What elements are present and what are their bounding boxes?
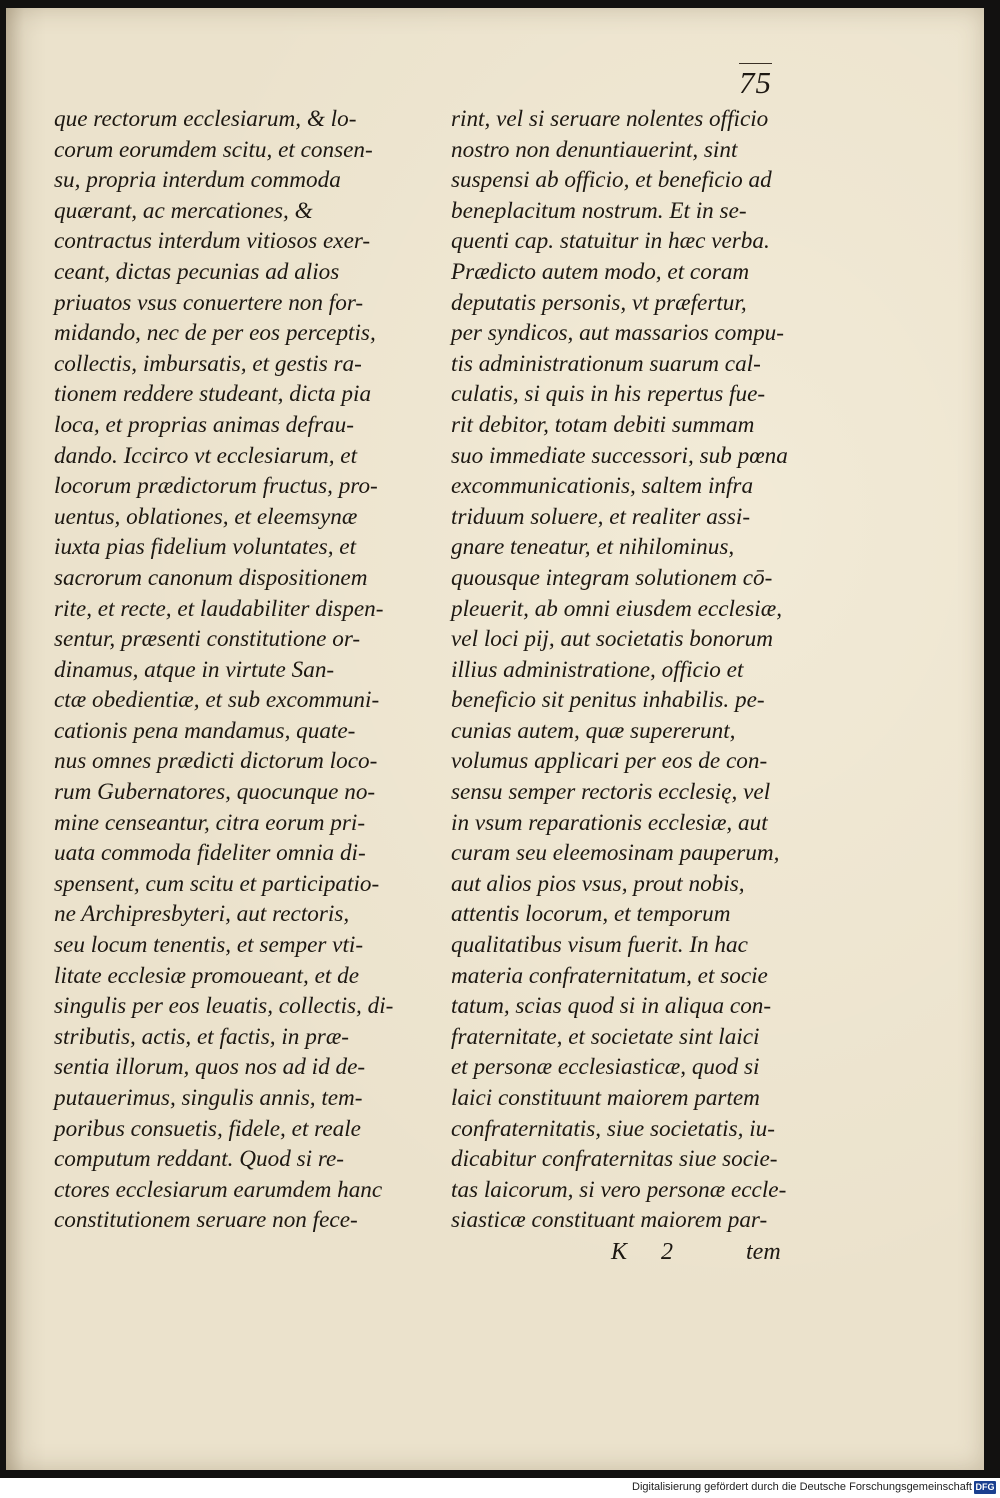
text-line: quousque integram solutionem cō-	[451, 564, 773, 591]
left-text-column	[54, 104, 449, 1236]
text-line: sacrorum canonum dispositionem	[54, 564, 368, 591]
text-line: deputatis personis, vt præfertur,	[451, 289, 747, 316]
dfg-logo-icon[interactable]: DFG	[975, 1482, 995, 1492]
text-line: vel loci pij, aut societatis bonorum	[451, 626, 774, 653]
text-line: ctæ obedientiæ, et sub excommuni-	[54, 687, 380, 714]
text-line: uentus, oblationes, et eleemsynæ	[54, 503, 358, 530]
text-line: culatis, si quis in his repertus fue-	[451, 381, 766, 408]
text-line: ne Archipresbyteri, aut rectoris,	[54, 901, 350, 928]
text-line: poribus consuetis, fidele, et reale	[54, 1115, 361, 1142]
text-line: illius administratione, officio et	[451, 656, 744, 683]
text-line: cationis pena mandamus, quate-	[54, 717, 356, 744]
text-line: tis administrationum suarum cal-	[451, 350, 761, 377]
text-line: beneplacitum nostrum. Et in se-	[451, 197, 747, 224]
book-page	[6, 8, 984, 1470]
text-line: putauerimus, singulis annis, tem-	[54, 1085, 363, 1111]
text-line: dando. Iccirco vt ecclesiarum, et	[54, 442, 358, 469]
text-line: computum reddant. Quod si re-	[54, 1146, 345, 1173]
text-line: beneficio sit penitus inhabilis. pe-	[451, 687, 765, 714]
text-line: constitutionem seruare non fece-	[54, 1207, 358, 1234]
text-line: ctores ecclesiarum earumdem hanc	[54, 1176, 383, 1203]
text-line: sensu semper rectoris ecclesię, vel	[451, 779, 771, 806]
text-line: collectis, imbursatis, et gestis ra-	[54, 350, 362, 377]
text-line: gnare teneatur, et nihilominus,	[451, 534, 735, 561]
text-line: quærant, ac mercationes, &	[54, 197, 313, 224]
text-line: per syndicos, aut massarios compu-	[451, 320, 784, 347]
text-line: tatum, scias quod si in aliqua con-	[451, 993, 772, 1020]
text-line: corum eorumdem scitu, et consen-	[54, 136, 373, 163]
text-line: rite, et recte, et laudabiliter dispen-	[54, 595, 384, 622]
text-line: pleuerit, ab omni eiusdem ecclesiæ,	[451, 595, 782, 622]
text-line: stributis, actis, et factis, in præ-	[54, 1023, 350, 1050]
text-line: singulis per eos leuatis, collectis, di-	[54, 993, 394, 1020]
text-line: confraternitatis, siue societatis, iu-	[451, 1115, 775, 1142]
text-line: spensent, cum scitu et participatio-	[54, 870, 380, 897]
signature-mark: K	[611, 1239, 628, 1265]
text-line: curam seu eleemosinam pauperum,	[451, 840, 780, 867]
text-line: que rectorum ecclesiarum, & lo-	[54, 106, 357, 132]
text-line: laici constituunt maiorem partem	[451, 1085, 760, 1111]
text-line: loca, et proprias animas defrau-	[54, 411, 354, 438]
text-line: et personæ ecclesiasticæ, quod si	[451, 1054, 760, 1081]
funding-notice: Digitalisierung gefördert durch die Deutsche Forschungsgemeinschaft	[632, 1481, 972, 1493]
footer-bar	[0, 1478, 1000, 1498]
text-line: excommunicationis, saltem infra	[451, 473, 754, 500]
text-line: rum Gubernatores, quocunque no-	[54, 779, 376, 806]
text-line: priuatos vsus conuertere non for-	[54, 289, 364, 316]
text-line: contractus interdum vitiosos exer-	[54, 228, 371, 255]
text-line: materia confraternitatum, et socie	[451, 962, 768, 989]
text-line: mine censeantur, citra eorum pri-	[54, 809, 366, 836]
right-text-column	[451, 104, 819, 1236]
text-line: locorum prædictorum fructus, pro-	[54, 473, 378, 500]
text-line: litate ecclesiæ promoueant, et de	[54, 962, 360, 989]
text-line: attentis locorum, et temporum	[451, 901, 731, 928]
text-line: aut alios pios vsus, prout nobis,	[451, 870, 745, 897]
text-line: dicabitur confraternitas siue socie-	[451, 1146, 778, 1173]
text-line: su, propria interdum commoda	[54, 167, 341, 194]
text-line: dinamus, atque in virtute San-	[54, 656, 335, 683]
text-line: cunias autem, quæ supererunt,	[451, 717, 736, 744]
text-line: tionem reddere studeant, dicta pia	[54, 381, 372, 408]
text-line: rint, vel si seruare nolentes officio	[451, 106, 769, 132]
text-line: ceant, dictas pecunias ad alios	[54, 258, 340, 285]
text-line: siasticæ constituant maiorem par-	[451, 1207, 768, 1234]
text-line: sentia illorum, quos nos ad id de-	[54, 1054, 366, 1081]
text-line: suo immediate successori, sub pœna	[451, 442, 788, 469]
text-line: iuxta pias fidelium voluntates, et	[54, 534, 357, 561]
text-line: triduum soluere, et realiter assi-	[451, 503, 751, 530]
text-line: Prædicto autem modo, et coram	[451, 258, 750, 285]
text-line: uata commoda fideliter omnia di-	[54, 840, 366, 867]
text-line: volumus applicari per eos de con-	[451, 748, 768, 775]
page-number: 75	[739, 65, 772, 100]
text-line: in vsum reparationis ecclesiæ, aut	[451, 809, 768, 836]
text-line: nostro non denuntiauerint, sint	[451, 136, 738, 163]
text-line: tas laicorum, si vero personæ eccle-	[451, 1176, 787, 1203]
text-line: quenti cap. statuitur in hæc verba.	[451, 228, 770, 255]
text-line: fraternitate, et societate sint laici	[451, 1023, 760, 1050]
text-line: suspensi ab officio, et beneficio ad	[451, 167, 772, 194]
signature-line	[611, 1239, 781, 1266]
text-line: seu locum tenentis, et semper vti-	[54, 932, 364, 959]
text-line: midando, nec de per eos perceptis,	[54, 320, 376, 347]
catchword: tem	[746, 1239, 781, 1265]
text-line: nus omnes prædicti dictorum loco-	[54, 748, 378, 775]
text-line: qualitatibus visum fuerit. In hac	[451, 932, 748, 959]
text-line: sentur, præsenti constitutione or-	[54, 626, 361, 653]
signature-number: 2	[661, 1239, 673, 1265]
text-line: rit debitor, totam debiti summam	[451, 411, 755, 438]
